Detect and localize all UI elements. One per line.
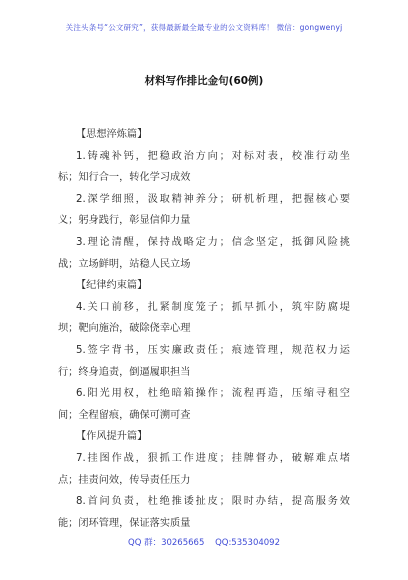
list-item: [58, 189, 350, 232]
item-line: 间；全程留痕，确保可溯可查: [58, 409, 191, 421]
list-item: [58, 491, 350, 534]
document-body: [58, 124, 350, 534]
item-line: 7.挂图作战，狠抓工作进度；挂牌督办，破解难点堵: [76, 452, 350, 464]
item-line: 标；知行合一，转化学习成效: [58, 172, 191, 184]
list-item: [58, 297, 350, 340]
item-line: 战；立场鲜明，站稳人民立场: [58, 258, 191, 270]
item-line: 1.铸魂补钙，把稳政治方向；对标对表，校准行动坐: [76, 150, 350, 162]
qq-group-number: QQ 群：30265665: [128, 538, 205, 548]
section-heading: 【作风提升篇】: [76, 431, 148, 443]
item-line: 2.深学细照，汲取精神养分；研机析理，把握核心要: [76, 193, 350, 205]
item-line: 6.阳光用权，杜绝暗箱操作；流程再造，压缩寻租空: [76, 388, 350, 400]
list-item: [58, 146, 350, 189]
item-line: 3.理论清醒，保持战略定力；信念坚定，抵御风险挑: [76, 236, 350, 248]
item-line: 义；躬身践行，彰显信仰力量: [58, 215, 191, 227]
section-heading: 【纪律约束篇】: [76, 280, 148, 292]
list-item: [58, 340, 350, 383]
item-line: 5.签字背书，压实廉政责任；痕迹管理，规范权力运: [76, 344, 350, 356]
item-line: 8.首问负责，杜绝推诿扯皮；限时办结，提高服务效: [76, 496, 350, 508]
list-item: [58, 232, 350, 275]
header-note: 关注头条号“公文研究”，获得最新最全最专业的公文资料库！ 微信：gongwenyj: [65, 23, 343, 32]
item-line: 坝；靶向施治，破除侥幸心理: [58, 323, 191, 335]
item-line: 行；终身追责，倒逼履职担当: [58, 366, 191, 378]
footer-note: [0, 536, 408, 548]
document-title: 材料写作排比金句(60例): [144, 75, 264, 87]
list-item: [58, 448, 350, 491]
item-line: 4.关口前移，扎紧制度笼子；抓早抓小，筑牢防腐堤: [76, 301, 350, 313]
list-item: [58, 383, 350, 426]
section-heading: 【思想淬炼篇】: [76, 129, 148, 140]
item-line: 点；挂责问效，传导责任压力: [58, 474, 191, 486]
qq-number: QQ:535304092: [215, 538, 280, 548]
item-line: 能；闭环管理，保证落实质量: [58, 517, 191, 529]
